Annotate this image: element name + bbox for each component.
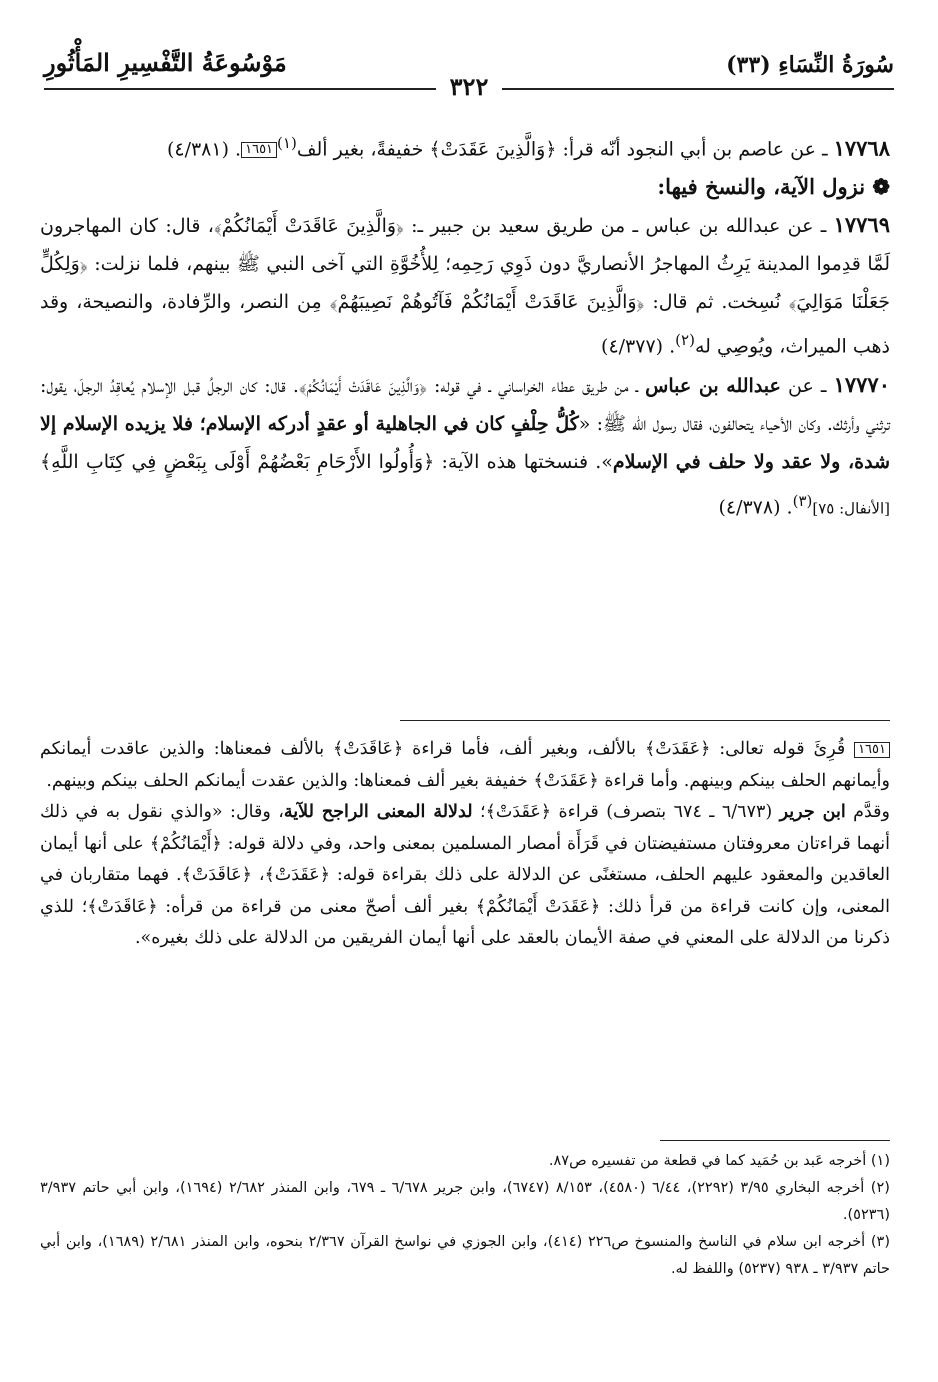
- footnote-2: (٢) أخرجه البخاري ٣/٩٥ (٢٢٩٢)، ٦/٤٤ (٤٥٨٠)، ٨/١٥٣ (٦٧٤٧)، وابن جرير ٦/٦٧٨ ـ ٦٧٩، وابن المنذر ٢/٦٨٢ (١٦٩٤)، وابن أبي حاتم ٣/٩٣٧ (٥٢٣٦).: [40, 1180, 890, 1223]
- sura-reference: [الأنفال: ٧٥]: [812, 498, 890, 517]
- commentary-separator: [400, 720, 890, 721]
- narrator-name: عبدالله بن عباس: [645, 374, 781, 397]
- footnote-marker: (١): [277, 134, 297, 152]
- quran-quote: ﴿عَاقَدَتْ﴾: [181, 865, 252, 885]
- volume-page-ref: . (٤/٣٨١): [166, 138, 242, 161]
- quran-quote: ﴿عَقَدَتْ﴾: [644, 739, 711, 759]
- quran-quote: ﴿وَأُولُوا الأَرْحَامِ بَعْضُهُمْ أَوْلَى بِبَعْضٍ فِي كِتَابِ اللَّهِ﴾: [40, 450, 435, 473]
- quran-quote: ﴿عَقَدَتْ﴾: [533, 770, 599, 791]
- hadith-text: كُلُّ حِلْفٍ كان في الجاهلية أو عقدٍ أدركه الإسلام؛ فلا يزيده الإسلام إلا شدة، ولا عقد ولا حلف في الإسلام: [40, 412, 890, 473]
- athar-17769: ١٧٧٦٩ ـ عن عبدالله بن عباس ـ من طريق سعيد بن جبير ـ: ﴿وَالَّذِينَ عَاقَدَتْ أَيْمَانُكُمْ﴾، قال: كان المهاجرون لَمَّا قدِموا المدينة يَرِثُ المهاجرُ الأنصاريَّ دون ذَوِي رَحِمِه؛ لِلأُخُوَّةِ التي آخى النبي ﷺ بينهم، فلما نزلت: ﴿وَلِكُلٍّ جَعَلْنَا مَوَالِيَ﴾ نُسِخت. ثم قال: ﴿وَالَّذِينَ عَاقَدَتْ أَيْمَانُكُمْ فَآتُوهُمْ نَصِيبَهُمْ﴾ مِن النصر، والرِّفادة، والنصيحة، وقد ذهب الميراث، ويُوصِي له$^{(٢)}$. (٤/٣٧٧): [40, 212, 890, 358]
- main-text: [40, 124, 890, 527]
- athar-number: ١٧٧٦٨: [833, 135, 890, 161]
- scholar-name: ابن جرير: [779, 802, 846, 822]
- quran-quote: ﴿وَالَّذِينَ عَاقَدَتْ أَيْمَانُكُمْ﴾: [213, 215, 404, 238]
- athar-number: ١٧٧٦٩: [833, 212, 890, 238]
- volume-page-ref: . (٤/٣٧٨): [718, 495, 793, 518]
- footnotes: [40, 1148, 890, 1283]
- footnote-marker: (٣): [792, 491, 813, 510]
- quran-quote: ﴿وَلِكُلٍّ جَعَلْنَا مَوَالِيَ﴾: [40, 253, 890, 314]
- running-head-surah: سُورَةُ النِّسَاءِ (٣٣): [726, 52, 894, 78]
- note-box-ref: ١٦٥١: [241, 142, 277, 158]
- quran-quote: ﴿عَقَدَتْ﴾: [264, 865, 330, 885]
- athar-17768: ١٧٧٦٨ ـ عن عاصم بن أبي النجود أنّه قرأ: ﴿وَالَّذِينَ عَقَدَتْ﴾ خفيفةً، بغير ألف$^{(١)}$١٦٥١. (٤/٣٨١): [166, 134, 890, 161]
- quran-quote: ﴿أَيْمَانُكُمْ﴾: [149, 833, 222, 854]
- running-head-book-title: مَوْسُوعَةُ التَّفْسِيرِ المَأْثُورِ: [44, 48, 287, 77]
- page-number-block: [0, 72, 938, 101]
- note-box-number: ١٦٥١: [854, 742, 890, 758]
- quran-quote: ﴿وَالَّذِينَ عَاقَدَتْ أَيْمَانُكُمْ فَآتُوهُمْ نَصِيبَهُمْ﴾: [329, 291, 645, 314]
- quran-quote: ﴿وَالَّذِينَ عَاقَدَتْ أَيْمَانُكُمْ﴾: [298, 374, 427, 397]
- commentary-note-1651: [40, 734, 890, 955]
- quran-quote: ﴿عَاقَدَتْ﴾: [333, 739, 404, 759]
- section-heading: ❁ نزول الآية، والنسخ فيها:: [657, 174, 890, 200]
- quran-quote: ﴿عَقَدَتْ أَيْمَانُكُمْ﴾: [475, 896, 601, 917]
- footnote-marker: (٢): [675, 331, 695, 350]
- note-paragraph: وقدَّم ابن جرير (٦/٦٧٣ ـ ٦٧٤ بتصرف) قراءة ﴿عَقَدَتْ﴾؛ لدلالة المعنى الراجح للآية، وقال: «والذي نقول به في ذلك أنهما قراءتان معروفتان مستفيضتان في قَرَأَة أمصار المسلمين بمعنى واحد، وفي دلالة قوله: ﴿أَيْمَانُكُمْ﴾ على أنها أيمان العاقدين والمعقود عليهم الحلف، مستغنًى عن الدلالة على ذلك بقراءة قوله: ﴿عَقَدَتْ﴾، ﴿عَاقَدَتْ﴾. فهما متقاربان في المعنى، وإن كانت قراءة من قرأ ذلك: ﴿عَقَدَتْ أَيْمَانُكُمْ﴾ بغير ألف أصحّ معنى من قراءة من قرأه: ﴿عَاقَدَتْ﴾؛ للذي ذكرنا من الدلالة على المعني في صفة الأيمان بالعقد على أنها أيمان الفريقين من الدلالة على ذلك بغيره».: [40, 802, 890, 948]
- preference-reason: لدلالة المعنى الراجح للآية: [283, 802, 473, 822]
- quran-quote: ﴿وَالَّذِينَ عَقَدَتْ﴾: [429, 138, 557, 161]
- footnote-1: (١) أخرجه عَبد بن حُمَيد كما في قطعة من تفسيره ص٨٧.: [548, 1153, 890, 1169]
- athar-17770: ١٧٧٧٠ ـ عن عبدالله بن عباس ـ من طريق عطاء الخراساني ـ في قوله: ﴿وَالَّذِينَ عَاقَدَتْ أَيْمَانُكُمْ﴾. قال: كان الرجلُ قبل الإسلام يُعاقِدُ الرجلَ، يقول: ترثني وأرثك. وكان الأحياء يتحالفون، فقال رسول الله ﷺ: «كُلُّ حِلْفٍ كان في الجاهلية أو عقدٍ أدركه الإسلام؛ فلا يزيده الإسلام إلا شدة، ولا عقد ولا حلف في الإسلام». فنسختها هذه الآية: ﴿وَأُولُوا الأَرْحَامِ بَعْضُهُمْ أَوْلَى بِبَعْضٍ فِي كِتَابِ اللَّهِ﴾ [الأنفال: ٧٥]$^{(٣)}$. (٤/٣٧٨): [40, 371, 890, 518]
- quran-quote: ﴿عَقَدَتْ﴾: [485, 802, 552, 822]
- page-number: ٣٢٢: [436, 72, 503, 101]
- footnote-3: (٣) أخرجه ابن سلام في الناسخ والمنسوخ ص٢٢٦ (٤١٤)، وابن الجوزي في نواسخ القرآن ٢/٣٦٧ بنحوه، وابن المنذر ٢/٦٨١ (١٦٨٩)، وابن أبي حاتم ٣/٩٣٧ ـ ٩٣٨ (٥٢٣٧) واللفظ له.: [40, 1234, 890, 1277]
- quran-quote: ﴿عَاقَدَتْ﴾: [87, 896, 158, 917]
- volume-page-ref: . (٤/٣٧٧): [601, 335, 676, 358]
- footnote-separator: [660, 1140, 890, 1141]
- note-paragraph: ١٦٥١ قُرِئَ قوله تعالى: ﴿عَقَدَتْ﴾ بالألف، وبغير ألف، فأما قراءة ﴿عَاقَدَتْ﴾ بالألف فمعناها: والذين عاقدت أيمانكم وأيمانهم الحلف بينكم وبينهم. وأما قراءة ﴿عَقَدَتْ﴾ خفيفة بغير ألف فمعناها: والذين عقدت أيمانكم الحلف بينكم وبينهم.: [40, 739, 890, 791]
- athar-number: ١٧٧٧٠: [833, 371, 890, 397]
